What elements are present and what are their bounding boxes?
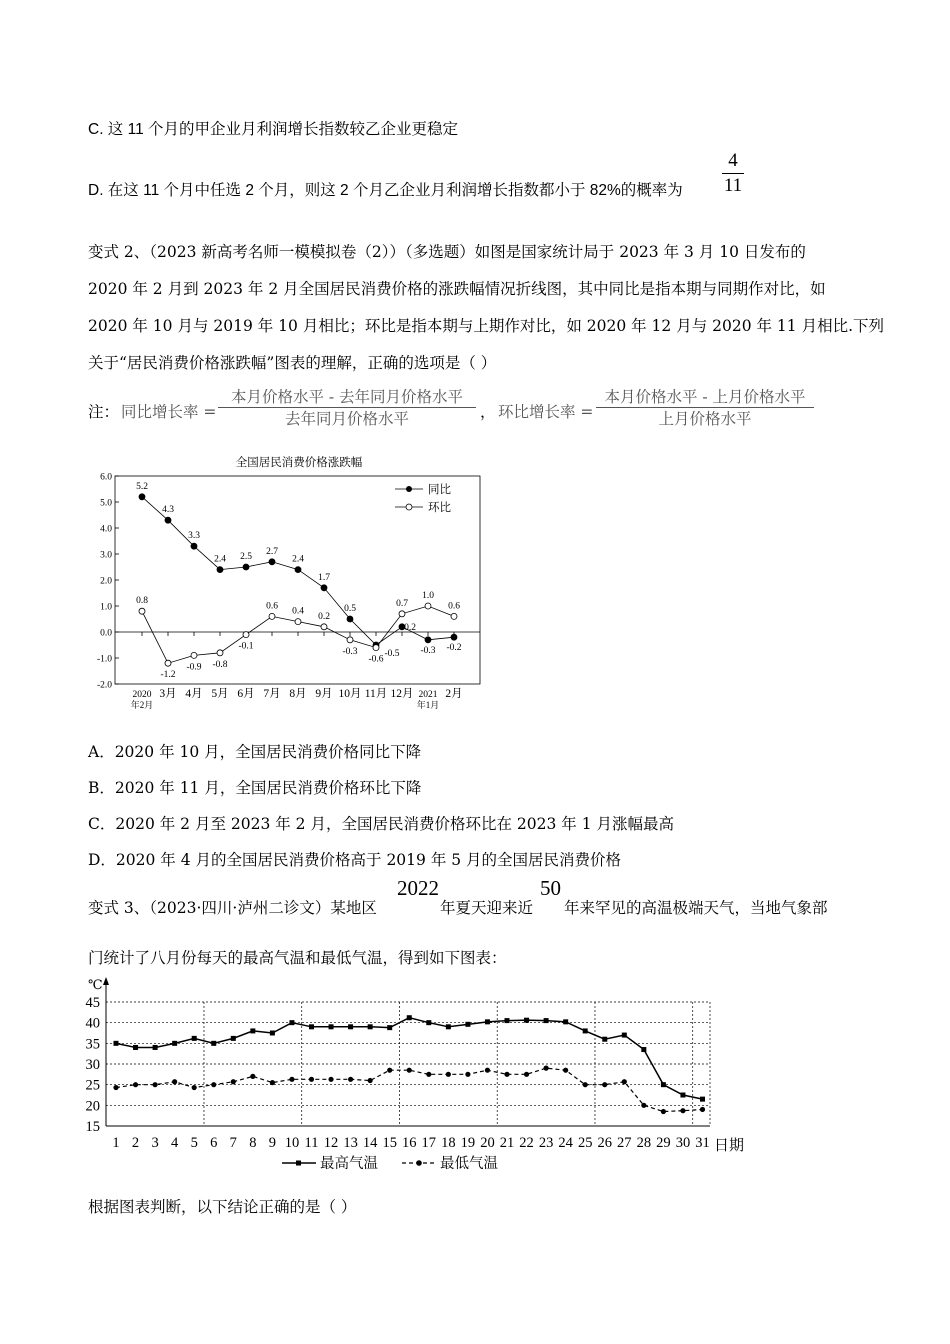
temp-max-point xyxy=(602,1037,607,1042)
cpi-point-mom xyxy=(321,624,327,630)
cpi-x-tick-label: 9月 xyxy=(315,688,333,700)
temp-min-point xyxy=(172,1079,177,1084)
temp-x-tick-label: 31 xyxy=(695,1135,710,1151)
temp-min-point xyxy=(348,1077,353,1082)
temp-max-point xyxy=(485,1019,490,1024)
cpi-y-tick-label: 6.0 xyxy=(100,472,112,483)
temp-min-point xyxy=(426,1072,431,1077)
option-a: A．2020 年 10 月，全国居民消费价格同比下降 xyxy=(88,743,422,761)
variant3-part-2: 年夏天迎来近 xyxy=(440,899,534,917)
cpi-point-yoy xyxy=(243,564,249,570)
cpi-x-tick-label: 4月 xyxy=(185,688,203,700)
mom-denominator: 上月价格水平 xyxy=(658,410,752,428)
cpi-point-mom xyxy=(269,613,275,619)
temp-y-tick-label: 40 xyxy=(85,1015,100,1032)
cpi-x-tick-label: 5月 xyxy=(211,688,229,700)
cpi-data-label-mom: -0.1 xyxy=(238,641,254,652)
fraction-bar xyxy=(722,173,744,174)
cpi-x-tick-label: 2020 xyxy=(132,690,152,700)
temp-min-point xyxy=(328,1077,333,1082)
mom-numerator: 本月价格水平 - 上月价格水平 xyxy=(604,388,806,406)
temp-min-point xyxy=(504,1072,509,1077)
temp-max-point xyxy=(661,1082,666,1087)
temp-y-tick-label: 25 xyxy=(85,1077,100,1094)
temp-min-point xyxy=(133,1082,138,1087)
cpi-point-yoy xyxy=(217,567,223,573)
temp-x-tick-label: 19 xyxy=(460,1135,476,1151)
cpi-point-mom xyxy=(451,613,457,619)
temp-min-point xyxy=(602,1082,607,1087)
cpi-data-label-mom: 0.4 xyxy=(292,606,304,617)
cpi-data-label-mom: -0.3 xyxy=(342,646,358,657)
variant3-years-count: 50 xyxy=(540,876,561,900)
temp-max-point xyxy=(368,1024,373,1029)
yoy-label: 同比增长率 = xyxy=(121,403,217,421)
cpi-x-tick-label: 12月 xyxy=(390,688,414,700)
cpi-y-tick-label: 5.0 xyxy=(100,498,112,509)
cpi-y-tick-label: -1.0 xyxy=(96,654,112,665)
cpi-x-tick-label: 8月 xyxy=(289,688,307,700)
note-prefix: 注： xyxy=(88,403,120,421)
cpi-data-label-mom: 1.0 xyxy=(422,591,434,601)
cpi-x-tick-label: 7月 xyxy=(263,688,281,700)
cpi-data-label-yoy: 2.4 xyxy=(292,554,304,565)
temp-y-arrow xyxy=(103,977,109,985)
temp-x-tick-label: 2 xyxy=(131,1135,140,1151)
temp-x-tick-label: 27 xyxy=(617,1135,632,1151)
temp-max-point xyxy=(309,1024,314,1029)
temp-x-tick-label: 24 xyxy=(558,1135,573,1151)
temp-max-point xyxy=(426,1020,431,1025)
temp-x-tick-label: 3 xyxy=(151,1135,159,1151)
temp-max-point xyxy=(289,1020,294,1025)
cpi-point-mom xyxy=(425,603,431,609)
cpi-point-yoy xyxy=(425,637,431,643)
mom-label: 环比增长率 = xyxy=(498,403,594,421)
temp-max-point xyxy=(524,1018,529,1023)
variant2-line-3: 2020 年 10 月与 2019 年 10 月相比；环比是指本期与上期作对比，如 2020 年 12 月与 2020 年 11 月相比.下列 xyxy=(88,317,885,335)
temp-min-point xyxy=(446,1072,451,1077)
temp-max-point xyxy=(387,1025,392,1030)
temp-y-tick-label: 30 xyxy=(85,1057,100,1073)
cpi-point-mom xyxy=(191,652,197,658)
cpi-data-label-yoy: 2.7 xyxy=(266,546,278,557)
cpi-data-label-yoy: -0.2 xyxy=(446,643,462,654)
temp-max-point xyxy=(114,1041,119,1046)
temp-max-point xyxy=(680,1093,685,1098)
variant3-year: 2022 xyxy=(397,876,439,900)
cpi-point-mom xyxy=(217,650,223,656)
temp-x-tick-label: 21 xyxy=(499,1135,515,1151)
temp-min-point xyxy=(680,1108,685,1113)
temp-min-point xyxy=(231,1079,236,1084)
temp-x-tick-label: 12 xyxy=(323,1135,339,1151)
temp-x-tick-label: 16 xyxy=(402,1135,417,1151)
temp-x-tick-label: 23 xyxy=(538,1135,554,1151)
cpi-point-yoy xyxy=(139,494,145,500)
cpi-x-tick-label: 6月 xyxy=(237,688,255,700)
cpi-y-tick-label: 4.0 xyxy=(100,524,112,535)
variant2-line-2: 2020 年 2 月到 2023 年 2 月全国居民消费价格的涨跌幅情况折线图，其中同比是指本期与同期作对比，如 xyxy=(88,280,826,298)
temp-max-point xyxy=(348,1024,353,1029)
temp-min-point xyxy=(113,1085,118,1090)
temp-max-point xyxy=(622,1033,627,1038)
variant3-part-3: 年来罕见的高温极端天气，当地气象部 xyxy=(564,899,828,917)
temp-y-tick-label: 45 xyxy=(85,995,100,1011)
variant3-line-2: 门统计了八月份每天的最高气温和最低气温，得到如下图表： xyxy=(88,949,507,967)
temp-max-point xyxy=(583,1028,588,1033)
final-question: 根据图表判断，以下结论正确的是（ ） xyxy=(88,1198,357,1216)
temp-x-tick-label: 22 xyxy=(519,1135,534,1151)
cpi-x-tick-label-sub: 年1月 xyxy=(416,700,440,710)
variant3-part-1: 变式 3、（2023·四川·泸州二诊文）某地区 xyxy=(88,899,377,917)
temp-max-point xyxy=(700,1097,705,1102)
temp-x-tick-label: 20 xyxy=(480,1135,495,1151)
cpi-data-label-mom: 0.8 xyxy=(136,596,148,607)
temp-min-point xyxy=(270,1080,275,1085)
cpi-chart-title: 全国居民消费价格涨跌幅 xyxy=(235,457,363,469)
temp-x-tick-label: 6 xyxy=(210,1135,218,1151)
cpi-point-mom xyxy=(373,645,379,651)
temp-max-point xyxy=(465,1022,470,1027)
temperature-chart xyxy=(80,972,780,1178)
option-d-line: D. 在这 11 个月中任选 2 个月，则这 2 个月乙企业月利润增长指数都小于 82%的概率为 xyxy=(88,182,683,199)
legend-yoy-marker xyxy=(406,486,412,492)
yoy-numerator: 本月价格水平 - 去年同月价格水平 xyxy=(230,388,464,406)
temp-min-point xyxy=(211,1082,216,1087)
cpi-point-yoy xyxy=(451,634,457,640)
temp-x-tick-label: 18 xyxy=(441,1135,456,1151)
cpi-point-mom xyxy=(347,637,353,643)
temp-max-point xyxy=(153,1045,158,1050)
temp-max-point xyxy=(641,1047,646,1052)
cpi-data-label-yoy: 1.7 xyxy=(318,572,330,583)
variant2-line-1: 变式 2、（2023 新高考名师一模模拟卷（2））（多选题）如图是国家统计局于 2023 年 3 月 10 日发布的 xyxy=(88,243,806,261)
temp-unit-label: ℃ xyxy=(88,977,103,992)
temp-min-point xyxy=(368,1078,373,1083)
fraction-denominator: 11 xyxy=(723,175,743,196)
cpi-data-label-mom: 0.6 xyxy=(448,601,460,612)
temp-min-point xyxy=(407,1068,412,1073)
cpi-point-mom xyxy=(243,632,249,638)
temp-y-tick-label: 15 xyxy=(85,1119,100,1135)
legend-min-label: 最低气温 xyxy=(440,1156,498,1172)
temp-max-point xyxy=(446,1024,451,1029)
cpi-point-yoy xyxy=(347,616,353,622)
cpi-point-yoy xyxy=(269,559,275,565)
temp-min-point xyxy=(583,1082,588,1087)
cpi-data-label-mom: 0.6 xyxy=(266,601,278,612)
cpi-legend xyxy=(395,482,451,514)
cpi-data-label-yoy: 0.5 xyxy=(344,604,356,614)
cpi-y-tick-label: 1.0 xyxy=(100,602,112,613)
temp-x-tick-label: 9 xyxy=(268,1135,277,1151)
temp-x-tick-label: 10 xyxy=(284,1135,300,1151)
temp-x-tick-label: 8 xyxy=(249,1135,257,1151)
temp-x-tick-label: 25 xyxy=(577,1135,593,1151)
temp-min-point xyxy=(661,1109,666,1114)
cpi-x-tick-label: 11月 xyxy=(364,688,388,700)
temp-x-tick-label: 4 xyxy=(171,1135,179,1151)
yoy-fraction xyxy=(218,387,476,430)
temp-min-point xyxy=(153,1082,158,1087)
temp-max-point xyxy=(407,1015,412,1020)
cpi-data-label-yoy: -0.5 xyxy=(384,649,400,659)
temp-x-tick-label: 30 xyxy=(675,1135,691,1151)
temp-min-point xyxy=(622,1079,627,1084)
temp-x-tick-label: 5 xyxy=(190,1135,198,1151)
temp-max-point xyxy=(329,1024,334,1029)
cpi-point-yoy xyxy=(295,567,301,573)
option-c-line: C. 这 11 个月的甲企业月利润增长指数较乙企业更稳定 xyxy=(88,121,459,138)
legend-max-marker xyxy=(296,1161,301,1166)
option-c: C．2020 年 2 月至 2023 年 2 月，全国居民消费价格环比在 2023 年 1 月涨幅最高 xyxy=(88,815,674,833)
cpi-data-label-yoy: -0.3 xyxy=(420,645,436,656)
cpi-data-label-mom: -1.2 xyxy=(160,670,176,681)
temp-min-point xyxy=(485,1068,490,1073)
temp-legend xyxy=(282,1154,498,1172)
cpi-y-tick-label: -2.0 xyxy=(96,680,112,691)
option-b: B．2020 年 11 月，全国居民消费价格环比下降 xyxy=(88,779,422,797)
temp-min-point xyxy=(192,1085,197,1090)
cpi-x-tick-label: 10月 xyxy=(338,688,362,700)
cpi-data-label-yoy: 0.2 xyxy=(404,622,416,633)
cpi-data-label-yoy: 5.2 xyxy=(136,481,148,492)
temp-y-tick-label: 35 xyxy=(85,1036,100,1053)
legend-mom-label: 环比 xyxy=(428,502,451,514)
temp-min-point xyxy=(289,1077,294,1082)
cpi-point-mom xyxy=(139,608,145,614)
temp-x-tick-label: 17 xyxy=(421,1135,437,1151)
temp-min-point xyxy=(524,1072,529,1077)
temp-x-tick-label: 1 xyxy=(112,1135,120,1151)
note-separator: ， xyxy=(480,403,496,421)
cpi-x-tick-label-sub: 年2月 xyxy=(130,700,154,710)
option-d: D．2020 年 4 月的全国居民消费价格高于 2019 年 5 月的全国居民消费价格 xyxy=(88,851,622,869)
cpi-data-label-mom: -0.6 xyxy=(368,654,384,665)
cpi-y-tick-label: 3.0 xyxy=(100,550,112,561)
temp-min-point xyxy=(387,1068,392,1073)
temp-max-point xyxy=(563,1019,568,1024)
cpi-data-label-yoy: 2.4 xyxy=(214,554,226,565)
cpi-point-yoy xyxy=(321,585,327,591)
cpi-y-tick-label: 2.0 xyxy=(100,576,112,587)
cpi-data-label-yoy: 2.5 xyxy=(240,552,252,562)
temp-max-point xyxy=(133,1045,138,1050)
cpi-x-tick-label: 3月 xyxy=(159,688,177,700)
temp-max-point xyxy=(172,1041,177,1046)
legend-mom-marker xyxy=(406,504,412,510)
cpi-point-yoy xyxy=(191,543,197,549)
cpi-y-tick-label: 0.0 xyxy=(100,628,112,639)
probability-fraction xyxy=(722,150,744,197)
legend-yoy-label: 同比 xyxy=(428,484,451,496)
temp-x-axis-label: 日期 xyxy=(714,1138,745,1154)
temp-max-point xyxy=(211,1041,216,1046)
cpi-data-label-yoy: 3.3 xyxy=(188,531,200,542)
temp-min-point xyxy=(309,1077,314,1082)
temp-min-point xyxy=(641,1103,646,1108)
temp-min-point xyxy=(544,1066,549,1071)
temp-min-point xyxy=(250,1074,255,1079)
cpi-point-yoy xyxy=(165,517,171,523)
cpi-x-tick-label: 2月 xyxy=(445,688,463,700)
temp-max-point xyxy=(192,1036,197,1041)
cpi-data-label-mom: 0.2 xyxy=(318,611,330,622)
cpi-data-label-yoy: 4.3 xyxy=(162,505,174,516)
temp-x-tick-label: 29 xyxy=(656,1135,671,1151)
temp-max-point xyxy=(544,1018,549,1023)
temp-y-tick-label: 20 xyxy=(85,1098,100,1115)
cpi-point-mom xyxy=(295,619,301,625)
legend-max-label: 最高气温 xyxy=(320,1156,378,1172)
cpi-data-label-mom: 0.7 xyxy=(396,598,408,609)
temp-x-tick-label: 7 xyxy=(229,1135,237,1151)
temp-max-point xyxy=(250,1028,255,1033)
temp-min-point xyxy=(465,1072,470,1077)
mom-fraction xyxy=(596,387,814,430)
yoy-denominator: 去年同月价格水平 xyxy=(284,410,409,428)
cpi-data-label-mom: -0.9 xyxy=(186,662,202,673)
temp-min-point xyxy=(700,1107,705,1112)
temp-x-tick-label: 11 xyxy=(304,1135,319,1151)
temp-max-point xyxy=(505,1018,510,1023)
cpi-data-label-mom: -0.8 xyxy=(212,659,228,670)
temp-x-tick-label: 26 xyxy=(597,1135,612,1151)
cpi-point-mom xyxy=(165,660,171,666)
cpi-chart xyxy=(85,450,485,718)
temp-max-point xyxy=(231,1036,236,1041)
cpi-point-mom xyxy=(399,611,405,617)
temp-x-tick-label: 15 xyxy=(382,1135,397,1151)
temp-min-point xyxy=(563,1068,568,1073)
temp-max-point xyxy=(270,1031,275,1036)
temp-x-tick-label: 13 xyxy=(343,1135,358,1151)
temp-x-tick-label: 28 xyxy=(636,1135,652,1151)
cpi-x-tick-label: 2021 xyxy=(418,690,438,700)
variant2-line-4: 关于“居民消费价格涨跌幅”图表的理解，正确的选项是（ ） xyxy=(88,354,497,372)
fraction-numerator: 4 xyxy=(728,150,738,171)
legend-min-marker xyxy=(416,1160,422,1166)
temp-x-tick-label: 14 xyxy=(362,1135,378,1151)
